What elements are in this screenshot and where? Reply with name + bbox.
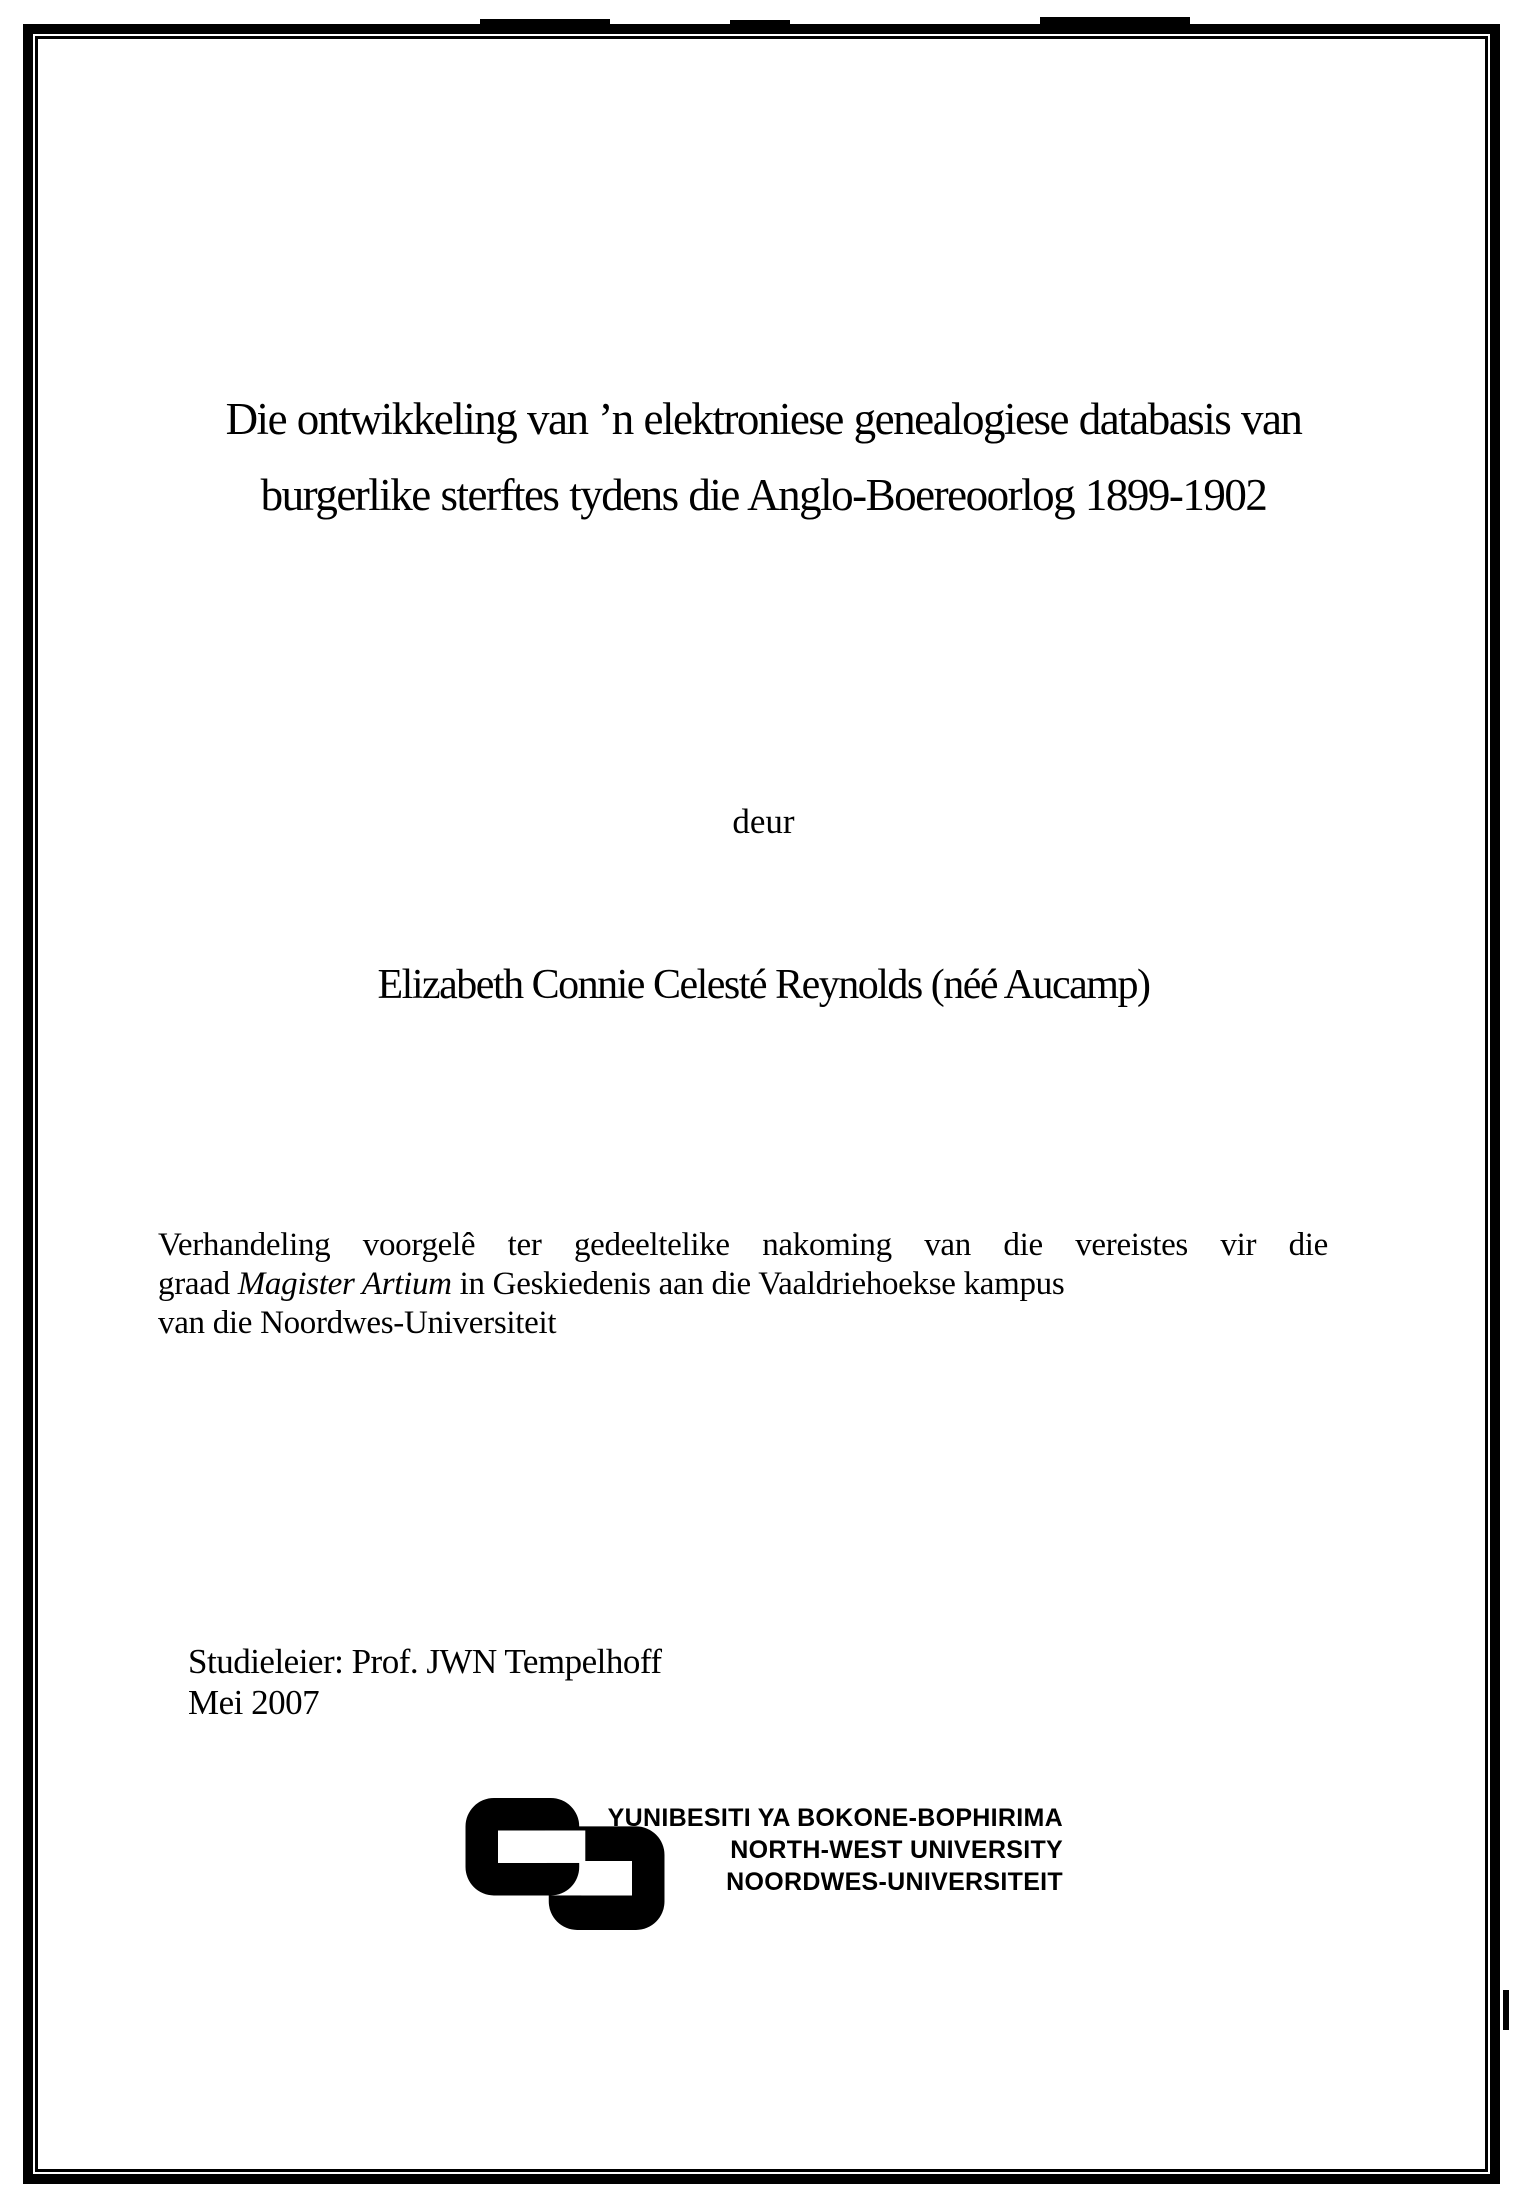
thesis-title-line1: Die ontwikkeling van ’n elektroniese genealogiese databasis van xyxy=(225,394,1302,444)
scan-artifact xyxy=(730,20,790,25)
degree-statement-line1: Verhandeling voorgelê ter gedeeltelike nakoming van die vereistes vir die xyxy=(158,1227,1328,1263)
supervisor-line: Studieleier: Prof. JWN Tempelhoff xyxy=(188,1642,662,1681)
logo-text-line3: NOORDWES-UNIVERSITEIT xyxy=(726,1868,1063,1896)
scan-artifact xyxy=(480,19,610,25)
degree-title-italic: Magister Artium xyxy=(237,1266,452,1302)
university-logo-text xyxy=(585,1802,1063,1898)
date-line: Mei 2007 xyxy=(188,1683,320,1722)
degree-statement-line2-pre: graad xyxy=(158,1266,238,1302)
thesis-title-line2: burgerlike sterftes tydens die Anglo-Boereoorlog 1899-1902 xyxy=(260,470,1267,520)
supervisor-block xyxy=(188,1641,662,1723)
author-name: Elizabeth Connie Celesté Reynolds (néé Aucamp) xyxy=(377,962,1150,1008)
degree-statement-line3: van die Noordwes-Universiteit xyxy=(158,1305,557,1341)
byline-deur: deur xyxy=(732,802,795,841)
logo-text-line2: NORTH-WEST UNIVERSITY xyxy=(730,1836,1063,1864)
thesis-title xyxy=(60,381,1467,533)
logo-text-line1: YUNIBESITI YA BOKONE-BOPHIRIMA xyxy=(607,1804,1063,1832)
degree-statement-line2-post: in Geskiedenis aan die Vaaldriehoekse kampus xyxy=(451,1266,1065,1302)
degree-statement xyxy=(158,1226,1328,1343)
scan-artifact xyxy=(1503,1990,1509,2030)
scan-artifact xyxy=(1040,17,1190,24)
university-logo xyxy=(465,1796,1075,1936)
degree-statement-line2 xyxy=(158,1265,1328,1304)
